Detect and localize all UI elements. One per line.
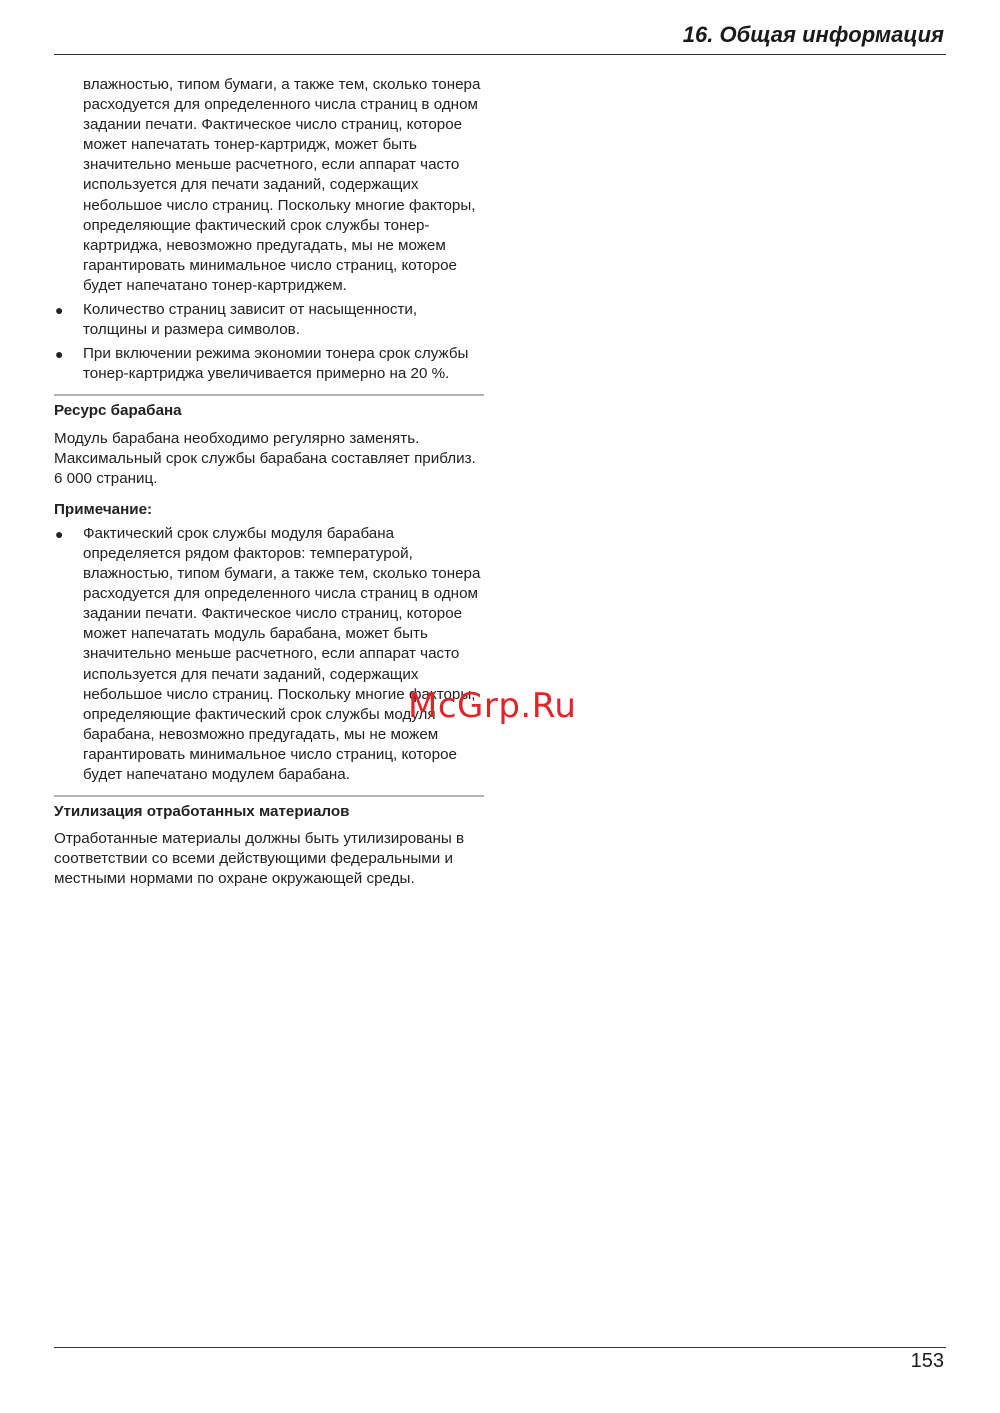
bullet-icon: ● xyxy=(55,346,64,363)
disposal-section-heading: Утилизация отработанных материалов xyxy=(54,803,350,821)
watermark-logo: McGrp.Ru xyxy=(408,686,577,726)
page-number: 153 xyxy=(910,1350,944,1372)
main-column xyxy=(54,75,484,889)
drum-section-heading: Ресурс барабана xyxy=(54,402,182,420)
section-divider xyxy=(54,394,484,396)
drum-notes-list xyxy=(54,524,484,785)
list-item xyxy=(54,344,484,384)
drum-section-body: Модуль барабана необходимо регулярно заменять. Максимальный срок службы барабана составляет приблиз. 6 000 страниц. xyxy=(54,429,476,487)
bullet-icon: ● xyxy=(55,525,64,542)
bullet-icon: ● xyxy=(55,302,64,319)
disposal-section-body: Отработанные материалы должны быть утилизированы в соответствии со всеми действующими федеральными и местными нормами по охране окружающей среды. xyxy=(54,830,465,888)
list-item xyxy=(54,524,484,785)
section-divider xyxy=(54,795,484,797)
note-heading: Примечание: xyxy=(54,500,153,518)
list-item-text: Фактический срок службы модуля барабана определяется рядом факторов: температурой, влажностью, типом бумаги, а также тем, сколько тонера расходуется для определенного числа страниц в одном задании печати. Фактическое число страниц, которое может напечатать модуль барабана, может быть значительно меньше расчетного, если аппарат часто используется для печати заданий, содержащих небольшое число страниц. Поскольку многие факторы, определяющие фактический срок службы модуля барабана, невозможно предугадать, мы не можем гарантировать минимальное число страниц, которое будет напечатано модулем барабана. xyxy=(83,524,481,783)
list-item-text: При включении режима экономии тонера срок службы тонер-картриджа увеличивается примерно на 20 %. xyxy=(83,345,469,383)
page-header-title: 16. Общая информация xyxy=(682,22,944,47)
list-item xyxy=(54,300,484,340)
footer-divider xyxy=(54,1347,946,1348)
list-item-text: Количество страниц зависит от насыщенности, толщины и размера символов. xyxy=(83,301,418,339)
toner-notes-list xyxy=(54,300,484,384)
header-divider xyxy=(54,54,946,55)
intro-continuation-paragraph: влажностью, типом бумаги, а также тем, сколько тонера расходуется для определенного числа страниц в одном задании печати. Фактическое число страниц, которое может напечатать тонер-картридж, может быть значительно меньше расчетного, если аппарат часто используется для печати заданий, содержащих небольшое число страниц. Поскольку многие факторы, определяющие фактический срок службы тонер-картриджа, невозможно предугадать, мы не можем гарантировать минимальное число страниц, которое будет напечатано тонер-картриджем. xyxy=(83,76,481,294)
